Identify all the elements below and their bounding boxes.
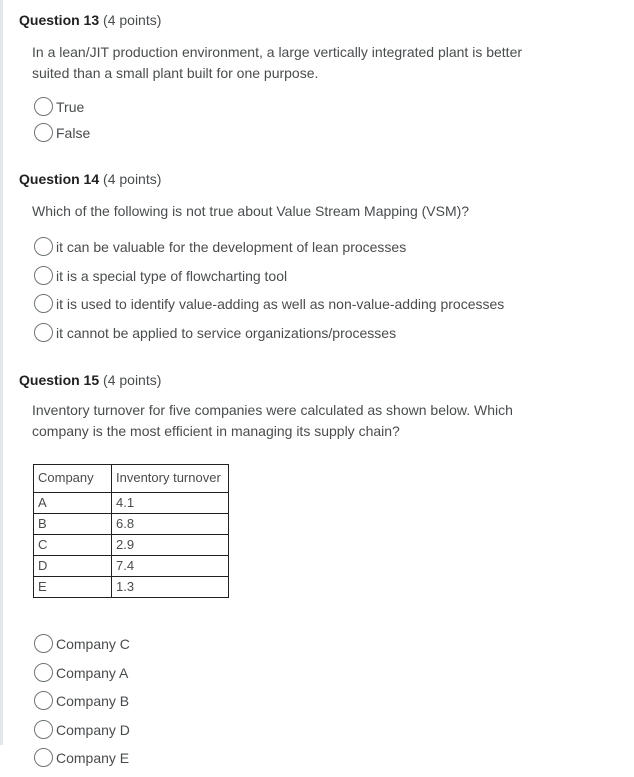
table-row [34,577,229,598]
table-row [34,556,229,577]
question-14-header [19,171,161,187]
table-cell-company: E [34,577,112,598]
radio-button[interactable] [34,294,53,313]
option-label: Company A [56,664,129,681]
q13-option-true[interactable] [34,97,84,116]
table-cell-company: B [34,514,112,535]
table-cell-company: C [34,535,112,556]
table-cell-company: A [34,493,112,514]
table-cell-turnover: 7.4 [112,556,229,577]
table-header-company: Company [34,465,112,493]
q14-option-4[interactable] [34,323,396,342]
option-label: Company D [56,721,130,738]
option-label: Company E [56,749,130,766]
table-cell-turnover: 4.1 [112,493,229,514]
q14-option-3[interactable] [34,294,504,313]
question-13-title: Question 13 [19,12,100,28]
table-header-row [34,465,229,493]
q14-option-1[interactable] [34,237,406,256]
option-label: True [56,98,85,115]
q15-option-company-b[interactable] [34,691,129,710]
option-label: Company B [56,692,130,709]
q13-option-false[interactable] [34,123,90,142]
question-13-header [19,12,161,28]
question-15-header [19,372,161,388]
table-row [34,535,229,556]
table-cell-turnover: 2.9 [112,535,229,556]
question-14-title: Question 14 [19,171,100,187]
q15-option-company-a[interactable] [34,663,128,682]
q15-option-company-c[interactable] [34,634,130,653]
question-13-points: (4 points) [103,12,162,28]
table-cell-company: D [34,556,112,577]
question-14-points: (4 points) [103,171,162,187]
inventory-turnover-table [33,464,229,598]
option-label: it is a special type of flowcharting tool [56,267,288,284]
table-header-turnover: Inventory turnover [112,465,229,493]
question-15-title: Question 15 [19,372,100,388]
radio-button[interactable] [34,237,53,256]
radio-button[interactable] [34,266,53,285]
radio-button[interactable] [34,323,53,342]
radio-button[interactable] [34,748,53,767]
question-14-prompt: Which of the following is not true about Value Stream Mapping (VSM)? [32,203,470,219]
q15-option-company-d[interactable] [34,720,130,739]
question-15-prompt: Inventory turnover for five companies were calculated as shown below. Which company is the most efficient in managing its supply chain? [32,402,513,439]
radio-button[interactable] [34,720,53,739]
option-label: it is used to identify value-adding as well as non-value-adding processes [56,295,505,312]
table-cell-turnover: 6.8 [112,514,229,535]
option-label: False [56,124,91,141]
option-label: it cannot be applied to service organizations/processes [56,324,397,341]
radio-button[interactable] [34,663,53,682]
q14-option-2[interactable] [34,266,287,285]
q15-option-company-e[interactable] [34,748,129,767]
option-label: it can be valuable for the development of lean processes [56,238,407,255]
question-15-points: (4 points) [103,372,162,388]
radio-button[interactable] [34,123,53,142]
left-border [0,0,3,745]
question-13-prompt: In a lean/JIT production environment, a large vertically integrated plant is better suited than a small plant built for one purpose. [32,44,523,81]
radio-button[interactable] [34,634,53,653]
radio-button[interactable] [34,691,53,710]
table-row [34,514,229,535]
radio-button[interactable] [34,97,53,116]
table-row [34,493,229,514]
option-label: Company C [56,635,130,652]
table-cell-turnover: 1.3 [112,577,229,598]
